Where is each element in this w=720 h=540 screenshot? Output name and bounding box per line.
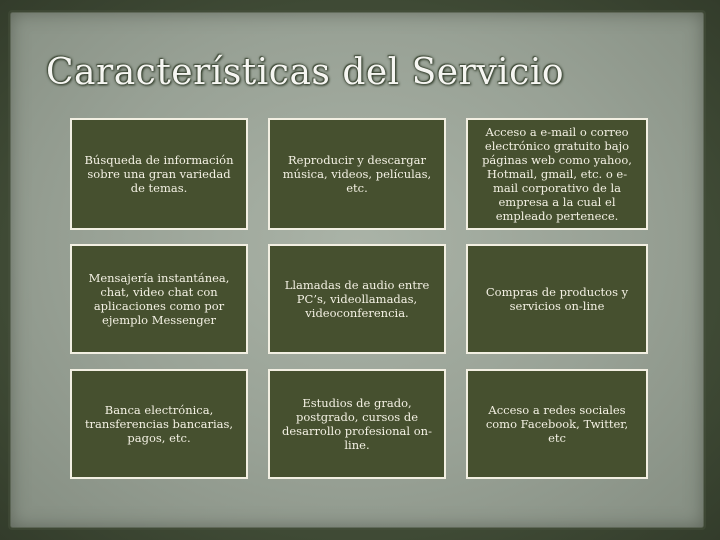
service-cell-online-banking: Banca electrónica, transferencias bancarias, pagos, etc. (70, 369, 248, 479)
service-cell-online-shopping: Compras de productos y servicios on-line (466, 244, 648, 354)
service-cell-social-networks: Acceso a redes sociales como Facebook, Twitter, etc (466, 369, 648, 479)
slide-title: Características del Servicio (46, 52, 565, 93)
service-cell-audio-calls: Llamadas de audio entre PC’s, videollamadas, videoconferencia. (268, 244, 446, 354)
service-cell-information-search: Búsqueda de información sobre una gran variedad de temas. (70, 118, 248, 230)
service-cell-email-access: Acceso a e-mail o correo electrónico gratuito bajo páginas web como yahoo, Hotmail, gmail, etc. o e-mail corporativo de la empresa a la cual el empleado pertenece. (466, 118, 648, 230)
service-cell-media-download: Reproducir y descargar música, videos, películas, etc. (268, 118, 446, 230)
service-cell-instant-messaging: Mensajería instantánea, chat, video chat con aplicaciones como por ejemplo Messenger (70, 244, 248, 354)
service-cell-online-studies: Estudios de grado, postgrado, cursos de desarrollo profesional on-line. (268, 369, 446, 479)
